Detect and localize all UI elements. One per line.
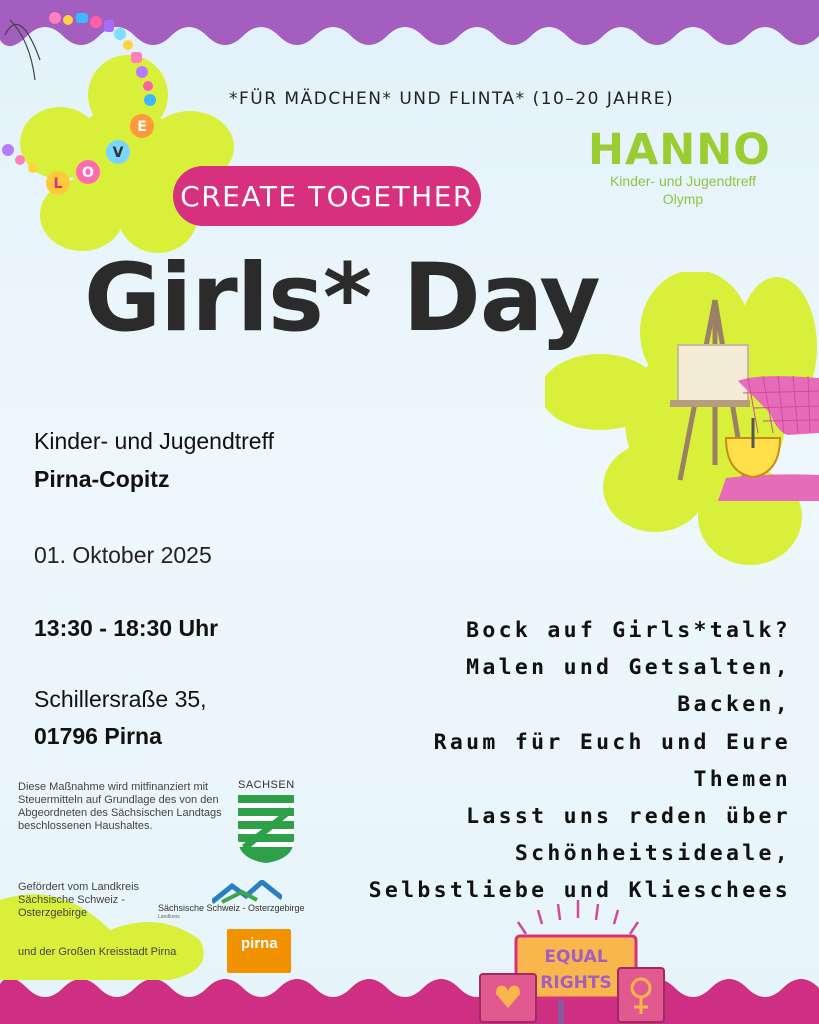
pirna-logo-text: pirna xyxy=(241,935,278,952)
program-line: Raum für Euch und Eure xyxy=(433,729,791,755)
create-together-badge: CREATE TOGETHER xyxy=(173,166,481,226)
funding-landkreis: Gefördert vom Landkreis Sächsische Schweiz - Osterzgebirge xyxy=(18,881,140,919)
equal-rights-signs xyxy=(478,896,668,1024)
venue-location: Pirna-Copitz xyxy=(34,466,170,492)
hanno-logo-line1: Kinder- und Jugendtreff xyxy=(609,173,757,189)
svg-text:V: V xyxy=(112,145,124,161)
love-bracelet xyxy=(0,0,175,200)
equal-rights-line1: EQUAL xyxy=(544,947,608,967)
program-line: Bock auf Girls*talk? xyxy=(466,618,791,643)
event-date: 01. Oktober 2025 xyxy=(34,542,212,568)
program-line: Schönheitsideale, xyxy=(514,841,791,867)
program-line: Lasst uns reden über xyxy=(466,804,791,830)
hanno-logo-text: HANNO xyxy=(588,125,771,175)
sachsen-coat-of-arms xyxy=(238,795,294,863)
subtitle-target-group: *FÜR MÄDCHEN* UND FLINTA* (10–20 JAHRE) xyxy=(229,89,675,109)
mixer-illustration xyxy=(718,373,819,501)
sachsen-label: SACHSEN xyxy=(238,779,295,791)
program-line: Themen xyxy=(693,766,791,792)
venue-name: Kinder- und Jugendtreff xyxy=(34,428,274,454)
program-line: Malen und Getsalten, xyxy=(466,655,791,681)
funding-statement: Diese Maßnahme wird mitfinanziert mit Steuermitteln auf Grundlage des von den Abgeordneten des Sächsischen Landtags beschlossenen Haushaltes. xyxy=(18,781,222,832)
svg-text:E: E xyxy=(137,119,147,135)
landkreis-sublabel: Landkreis xyxy=(158,914,180,920)
event-time: 13:30 - 18:30 Uhr xyxy=(34,615,219,641)
pirna-logo xyxy=(227,929,291,973)
program-line: Selbstliebe und Klieschees xyxy=(368,878,791,904)
bracelet-letter: L xyxy=(53,176,63,192)
equal-rights-line2: RIGHTS xyxy=(540,973,612,993)
landkreis-label: Sächsische Schweiz - Osterzgebirge xyxy=(158,903,305,913)
address-street: Schillersraße 35, xyxy=(34,686,207,712)
hanno-logo-line2: Olymp xyxy=(662,191,704,207)
landkreis-logo xyxy=(212,880,282,904)
funding-pirna: und der Großen Kreisstadt Pirna xyxy=(18,946,177,958)
program-list xyxy=(271,612,791,910)
svg-text:O: O xyxy=(82,165,94,181)
hanno-logo xyxy=(588,125,803,208)
program-line: Backen, xyxy=(677,692,791,718)
address-city: 01796 Pirna xyxy=(34,723,162,749)
event-title: Girls* Day xyxy=(84,244,600,353)
